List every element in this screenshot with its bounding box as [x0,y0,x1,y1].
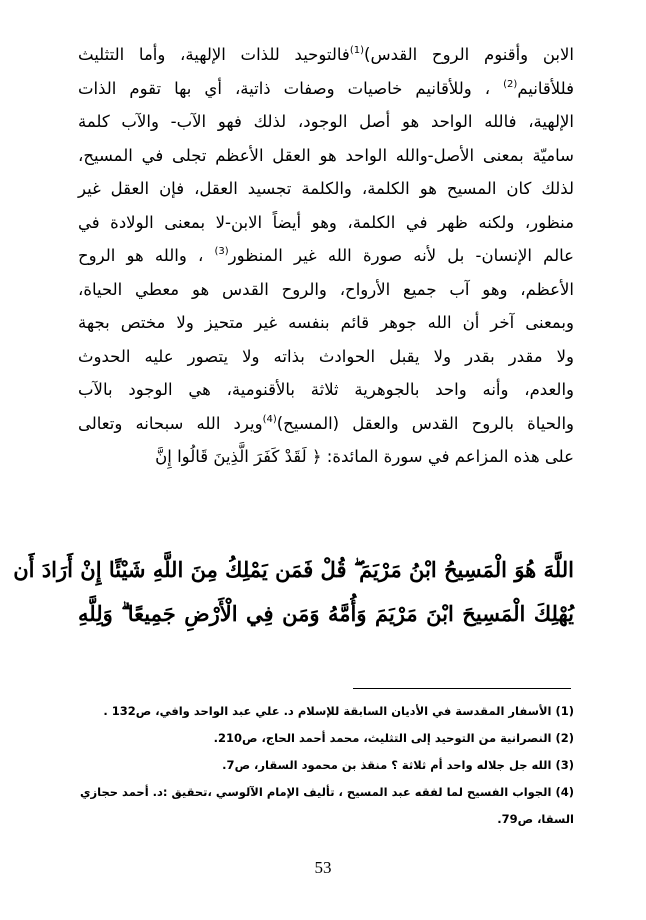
verse-line: يُهْلِكَ الْمَسِيحَ ابْنَ مَرْيَمَ وَأُمَّهُ وَمَن فِي الْأَرْضِ جَمِيعًا ۗ وَلِلَّهِ [78,601,574,626]
footnote-ref[interactable]: (3) [214,246,229,257]
text-line: وبمعنى آخر أن الله جوهر قائم بنفسه غير متحيز ولا مختص بجهة [78,313,574,332]
footnote-continuation: السقا، ص79. [497,812,574,826]
page-number: 53 [314,858,332,877]
footnote: (1) الأسفار المقدسة في الأديان السابقة للإسلام د. علي عبد الواحد وافي، ص132 . [103,704,574,718]
text-line: ولا مقدر بقدر ولا يقبل الحوادث بذاته ولا يتصور عليه الحدوث [78,346,574,366]
verse-line: اللَّهَ هُوَ الْمَسِيحُ ابْنُ مَرْيَمَ ۖ قُلْ فَمَن يَمْلِكُ مِنَ اللَّهِ شَيْئًا إِنْ أَرَادَ أَن [13,557,574,582]
text-line: الأعظم، وهو آب جميع الأرواح، والروح القدس هو معطي الحياة، [78,279,574,299]
footnote-ref[interactable]: (1) [349,45,365,56]
text-line: على هذه المزاعم في سورة المائدة: ﴿ لَقَدْ كَفَرَ الَّذِينَ قَالُوا إِنَّ [155,447,574,466]
text-line: ساميّة بمعنى الأصل-والله الواحد هو العقل الأعظم تجلى في المسيح، [78,145,574,165]
footnote: (4) الجواب الفسيح لما لفقه عبد المسيح ، تأليف الإمام الآلوسي ،تحقيق :د. أحمد حجازي [80,785,574,799]
footnote-ref[interactable]: (4) [262,413,277,425]
text-line: فللأقانيم$^{(2)}$ ، وللأقانيم خاصيات وصفات ذاتية، أي بها تقوم الذات [78,78,574,98]
footnote-ref[interactable]: (2) [503,78,518,90]
text-line: والعدم، وأنه واحد بالجوهرية ثلاثة بالأقنومية، هي الوجود بالآب [78,380,574,399]
quran-verse [13,548,574,636]
text-line: منظور، ولكنه ظهر في الكلمة، وهو أيضاً الابن-لا بمعنى الولادة في [78,212,574,232]
main-text [78,38,574,474]
footnote: (3) الله جل جلاله واحد أم ثلاثة ؟ منقذ بن محمود السقار، ص7. [222,758,574,772]
footnote-separator [353,688,571,689]
footnote: (2) النصرانية من التوحيد إلى التثليث، محمد أحمد الحاج، ص210. [213,731,574,745]
text-line: الابن وأقنوم الروح القدس)$^{(1)}$فالتوحيد للذات الإلهية، وأما التثليث [78,45,574,64]
text-line: الإلهية، فالله الواحد هو أصل الوجود، لذلك فهو الآب- والآب كلمة [78,112,574,131]
footnotes [78,698,574,833]
text-line: عالم الإنسان- بل لأنه صورة الله غير المنظور$^{(3)}$ ، والله هو الروح [78,246,574,265]
text-line: والحياة بالروح القدس والعقل (المسيح)$^{(4)}$ويرد الله سبحانه وتعالى [78,413,575,433]
text-line: لذلك كان المسيح هو الكلمة، والكلمة تجسيد العقل، فإن العقل غير [78,179,574,198]
